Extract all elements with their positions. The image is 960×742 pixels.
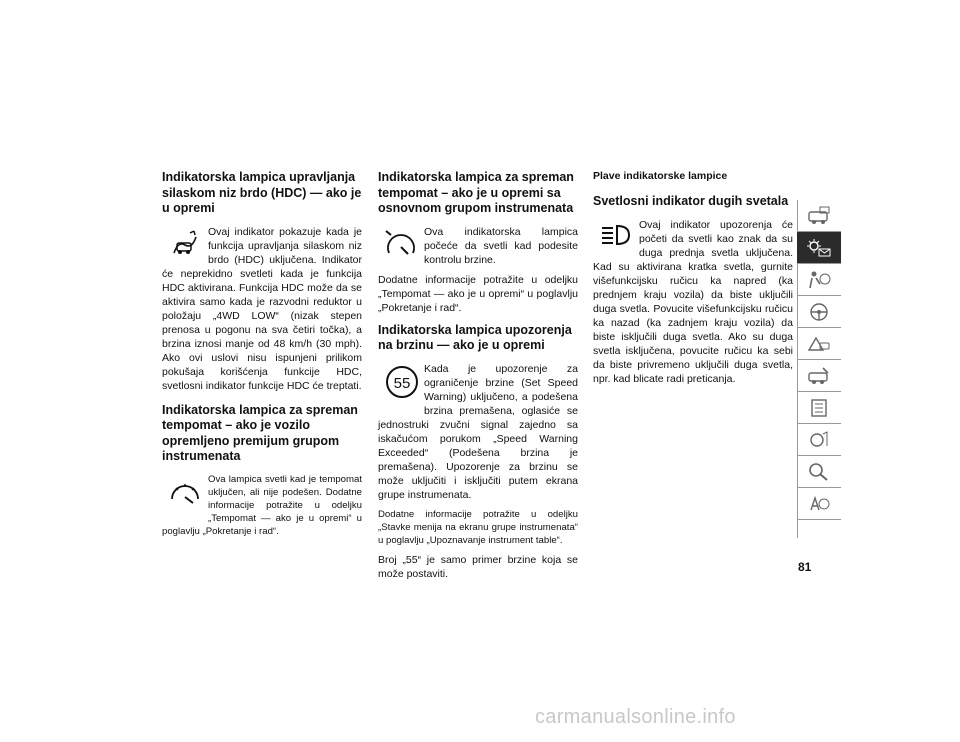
- cruise-premium-paragraph: [162, 473, 362, 538]
- speed-warning-ref: Dodatne informacije potražite u odeljku „Stavke menija na ekranu grupe instrumenata“ u poglavlju „Upoznavanje instrument table“.: [378, 508, 578, 546]
- cruise-basic-text: Ova indikatorska lampica počeće da svetli kad podesite kontrolu brzine.: [424, 225, 578, 266]
- speed-warning-text: Kada je upozorenje za ograničenje brzine (Set Speed Warning) uključeno, a podešena brzina premašena, oglasiće se jednostruki zvučni signal zajedno sa iskačućom porukom „Speed Warning Exceeded“ (Podešena brzina je premašena). Upozorenje za brzinu se može uključiti i isključiti putem ekrana grupe instrumenata.: [378, 362, 578, 501]
- speed-warning-heading: Indikatorska lampica upozorenja na brzinu — ako je u opremi: [378, 322, 572, 352]
- hdc-icon: [162, 225, 208, 265]
- specifications-icon[interactable]: [797, 392, 841, 424]
- column-2: [378, 170, 578, 587]
- cruise-premium-text: Ova lampica svetli kad je tempomat uključen, ali nije podešen. Dodatne informacije potražite u odeljku „Tempomat — ako je u opremi“ u poglavlju „Pokretanje i rad“.: [162, 473, 362, 537]
- cruise-premium-icon: [162, 473, 208, 513]
- multimedia-icon[interactable]: [797, 424, 841, 456]
- hdc-paragraph: [162, 225, 362, 393]
- high-beam-heading: Svetlosni indikator dugih svetala: [593, 194, 789, 208]
- blue-lights-subheading: Plave indikatorske lampice: [593, 170, 728, 182]
- cruise-basic-ref: Dodatne informacije potražite u odeljku „Tempomat — ako je u opremi“ u poglavlju „Pokretanje i rad“.: [378, 273, 578, 314]
- language-icon[interactable]: [797, 488, 841, 520]
- high-beam-icon: [593, 218, 639, 258]
- car-info-icon[interactable]: [797, 200, 841, 232]
- speed-limit-icon: [378, 362, 424, 408]
- cruise-basic-paragraph: [378, 225, 578, 267]
- chapter-tabs: [797, 200, 841, 538]
- column-1: [162, 170, 362, 544]
- cruise-basic-heading: Indikatorska lampica za spreman tempomat – ako je u opremi sa osnovnom grupom instrumenata: [378, 170, 574, 215]
- cruise-basic-icon: [378, 225, 424, 265]
- column-3: [593, 170, 793, 392]
- page-number: 81: [798, 560, 812, 574]
- cruise-premium-heading: Indikatorska lampica za spreman tempomat – ako je vozilo opremljeno premijum grupom instrumenata: [162, 402, 358, 463]
- high-beam-text: Ovaj indikator upozorenja će početi da svetli kao znak da su duga prednja svetla uključena. Kad su aktivirana kratka svetla, gurnite višefunkcijsku ručicu ka napred (ka prednjem kraju vozila) da biste uključili duga svetla. Povucite višefunkcijsku ručicu ka nazad (ka zadnjem kraju vozila) da biste isključili duga svetla. Ako su duga svetla isključena, povucite ručicu ka sebi da biste privremeno uključili duga svetla, npr. kad blicate radi preticanja.: [593, 218, 793, 385]
- watermark: carmanualsonline.info: [535, 706, 736, 728]
- hdc-heading: Indikatorska lampica upravljanja silaskom niz brdo (HDC) — ako je u opremi: [162, 170, 362, 215]
- speed-warning-paragraph: [378, 362, 578, 502]
- emergency-icon[interactable]: [797, 328, 841, 360]
- airbag-safety-icon[interactable]: [797, 264, 841, 296]
- speed-example-note: Broj „55“ je samo primer brzine koja se može postaviti.: [378, 553, 578, 580]
- search-index-icon[interactable]: [797, 456, 841, 488]
- steering-wheel-icon[interactable]: [797, 296, 841, 328]
- svg-text:55: 55: [393, 374, 411, 392]
- hdc-text: Ovaj indikator pokazuje kada je funkcija upravljanja silaskom niz brdo (HDC) uključena. Indikator će neprekidno svetleti kada je funkcija HDC aktivirana. Funkcija HDC može da se aktivira samo kada je razvodni reduktor u položaju „4WD LOW“ (nizak stepen prenosa u pogonu na sva četiri točka), a brzina iznosi manje od 48 km/h (30 mph). Ako ovi uslovi nisu ispunjeni prilikom pokušaja korišćenja funkcije HDC, svetlosni indikator funkcije HDC će treptati.: [162, 225, 362, 392]
- high-beam-paragraph: [593, 218, 793, 386]
- dashboard-light-icon[interactable]: [797, 232, 841, 264]
- service-car-icon[interactable]: [797, 360, 841, 392]
